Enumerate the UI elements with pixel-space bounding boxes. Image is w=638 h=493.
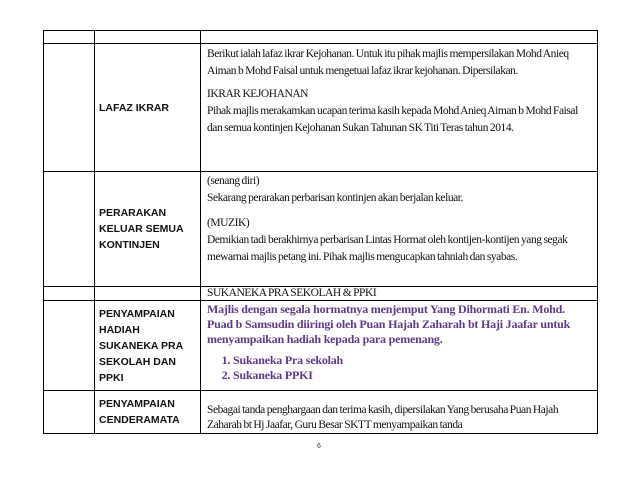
section-label-cell: [95, 44, 201, 172]
section-label-cell: [95, 172, 201, 287]
section-label-cell: [95, 301, 201, 391]
section-content-cell: [201, 301, 598, 391]
number-cell: [44, 301, 95, 391]
number-cell: [44, 391, 95, 434]
sukaneka-header: SUKANEKA PRA SEKOLAH & PPKI: [207, 287, 377, 299]
section-content-cell: [201, 44, 598, 172]
event-script-table: [43, 30, 598, 434]
cenderamata-text: Sebagai tanda penghargaan dan terima kasih, dipersilakan Yang berusaha Puan Hajah Zaharah bt Hj Jaafar, Guru Besar SKTT menyampaikan tanda: [207, 404, 559, 431]
section-label: PENYAMPAIAN CENDERAMATA: [99, 398, 180, 426]
blank-cell: [201, 31, 598, 44]
blank-cell: [44, 31, 95, 44]
stage-cue: (senang diri): [207, 175, 260, 187]
lafaz-intro-text: Berikut ialah lafaz ikrar Kejohanan. Untuk itu pihak majlis mempersilakan Mohd Anieq Aiman b Mohd Faisal untuk mengetuai lafaz ikrar kejohanan. Dipersilakan.: [207, 48, 569, 77]
lafaz-thanks-text: Pihak majlis merakamkan ucapan terima kasih kepada Mohd Anieq Aiman b Mohd Faisal dan semua kontinjen Kejohanan Sukan Tahunan SK Titi Teras tahun 2014.: [207, 105, 578, 134]
perarakan-text: Sekarang perarakan perbarisan kontinjen akan berjalan keluar.: [207, 192, 463, 204]
table-row-blank: [44, 31, 598, 44]
section-content-cell: [201, 172, 598, 287]
section-label: LAFAZ IKRAR: [99, 101, 169, 114]
section-label: PERARAKAN KELUAR SEMUA KONTINJEN: [99, 207, 184, 251]
prize-category-list: [207, 353, 593, 383]
table-row-lafaz-ikrar: [44, 44, 598, 172]
music-cue: (MUZIK): [207, 217, 250, 229]
ikrar-heading: IKRAR KEJOHANAN: [207, 88, 309, 100]
table-row-sukaneka-header: [44, 287, 598, 301]
page-number: 6: [317, 443, 321, 450]
number-cell: [44, 287, 95, 301]
blank-cell: [95, 287, 201, 301]
list-item: 1. Sukaneka Pra sekolah: [233, 353, 593, 368]
blank-cell: [95, 31, 201, 44]
list-item: 2. Sukaneka PPKI: [233, 368, 593, 383]
hadiah-invitation-text: Majlis dengan segala hormatnya menjemput Yang Dihormati En. Mohd. Puad b Samsudin diiringi oleh Puan Hajah Zaharah bt Haji Jaafar untuk menyampaikan hadiah kepada para pemenang.: [207, 302, 571, 346]
table-row-cenderamata: [44, 391, 598, 434]
table-row-perarakan: [44, 172, 598, 287]
table-row-hadiah: [44, 301, 598, 391]
section-label-cell: [95, 391, 201, 434]
section-content-cell: [201, 391, 598, 434]
number-cell: [44, 44, 95, 172]
number-cell: [44, 172, 95, 287]
perarakan-closing-text: Demikian tadi berakhirnya perbarisan Lintas Hormat oleh kontijen-kontijen yang segak mewarnai majlis petang ini. Pihak majlis mengucapkan tahniah dan syabas.: [207, 234, 568, 263]
section-label: PENYAMPAIAN HADIAH SUKANEKA PRA SEKOLAH DAN PPKI: [99, 307, 183, 384]
section-content-cell: [201, 287, 598, 301]
